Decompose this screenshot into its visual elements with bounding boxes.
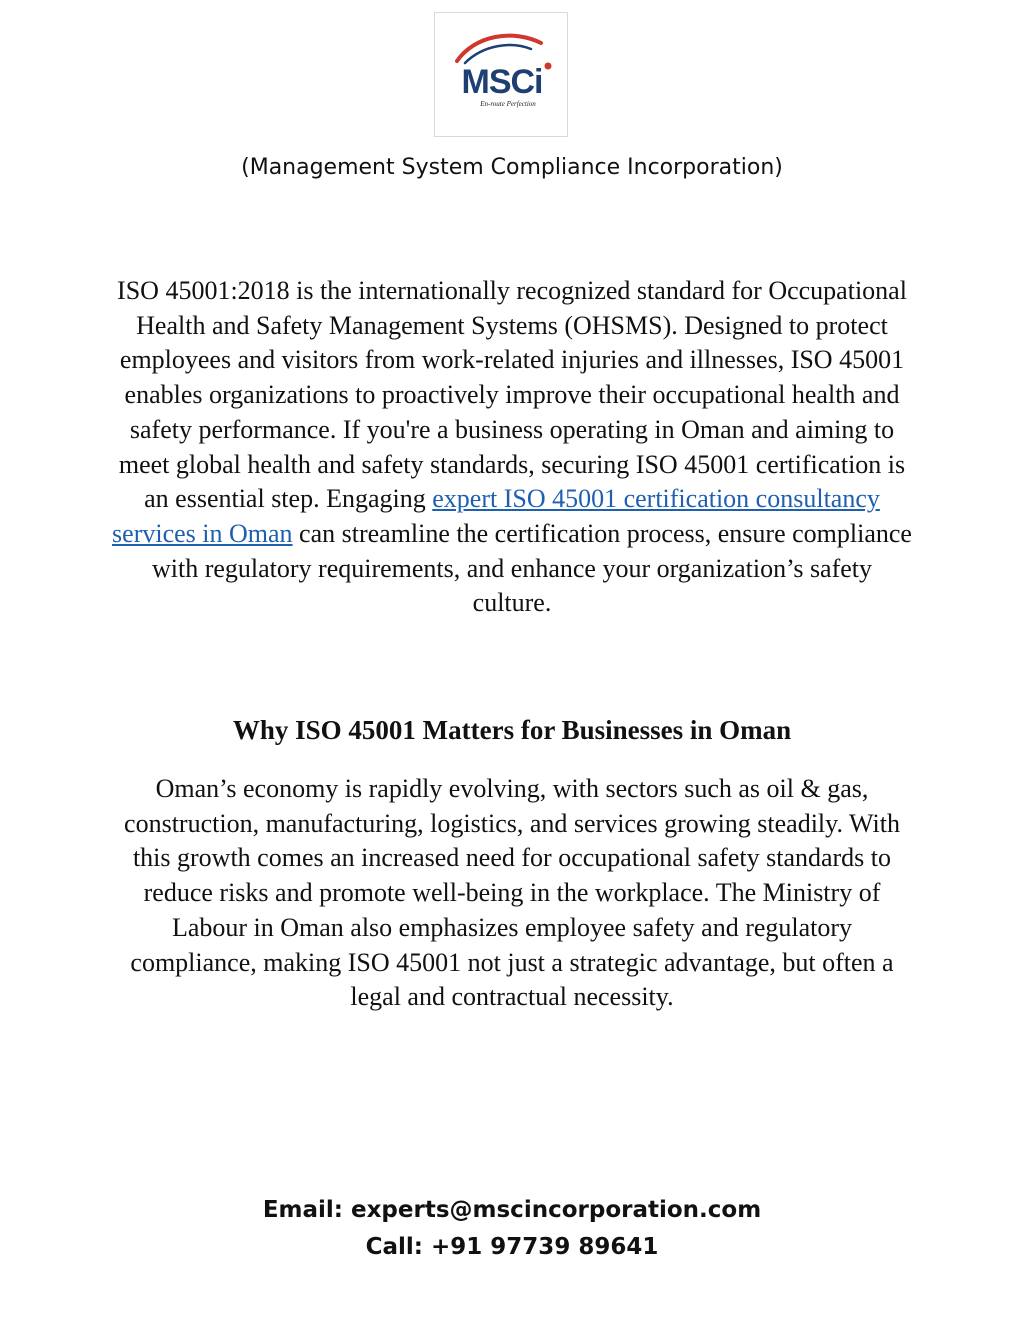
logo-tagline: En-route Perfection: [480, 100, 536, 108]
company-name: (Management System Compliance Incorporation): [241, 155, 783, 180]
intro-text-start: ISO 45001:2018 is the internationally recognized standard for Occupational Health and Safety Management Systems (OHSMS). Designed to protect employees and visitors from work-related injuries and illnesses, ISO 45001 enables organizations to proactively improve their occupational health and safety performance. If you're a business operating in Oman and aiming to meet global health and safety standards, securing ISO 45001 certification is an essential step. Engaging: [117, 276, 907, 514]
section-paragraph: Oman’s economy is rapidly evolving, with sectors such as oil & gas, construction, manufacturing, logistics, and services growing steadily. With this growth comes an increased need for occupational safety standards to reduce risks and promote well-being in the workplace. The Ministry of Labour in Oman also emphasizes employee safety and regulatory compliance, making ISO 45001 not just a strategic advantage, but often a legal and contractual necessity.: [124, 774, 900, 1012]
consultancy-services-link[interactable]: expert ISO 45001 certification consultancy services in Oman: [112, 484, 880, 548]
intro-paragraph: [112, 274, 912, 621]
logo-wordmark: MSCi: [461, 63, 543, 101]
section-heading: Why ISO 45001 Matters for Businesses in Oman: [232, 715, 792, 745]
logo-dot-icon: [545, 63, 552, 70]
intro-text-end: can streamline the certification process, ensure compliance with regulatory requirements, and enhance your organization’s safety culture.: [151, 518, 912, 618]
contact-email: Email: experts@mscincorporation.com: [262, 1197, 762, 1223]
company-logo: [434, 12, 568, 137]
msci-logo-mark: [435, 13, 569, 138]
logo-swoosh-inner-icon: [465, 45, 531, 63]
contact-phone: Call: +91 97739 89641: [365, 1234, 659, 1260]
